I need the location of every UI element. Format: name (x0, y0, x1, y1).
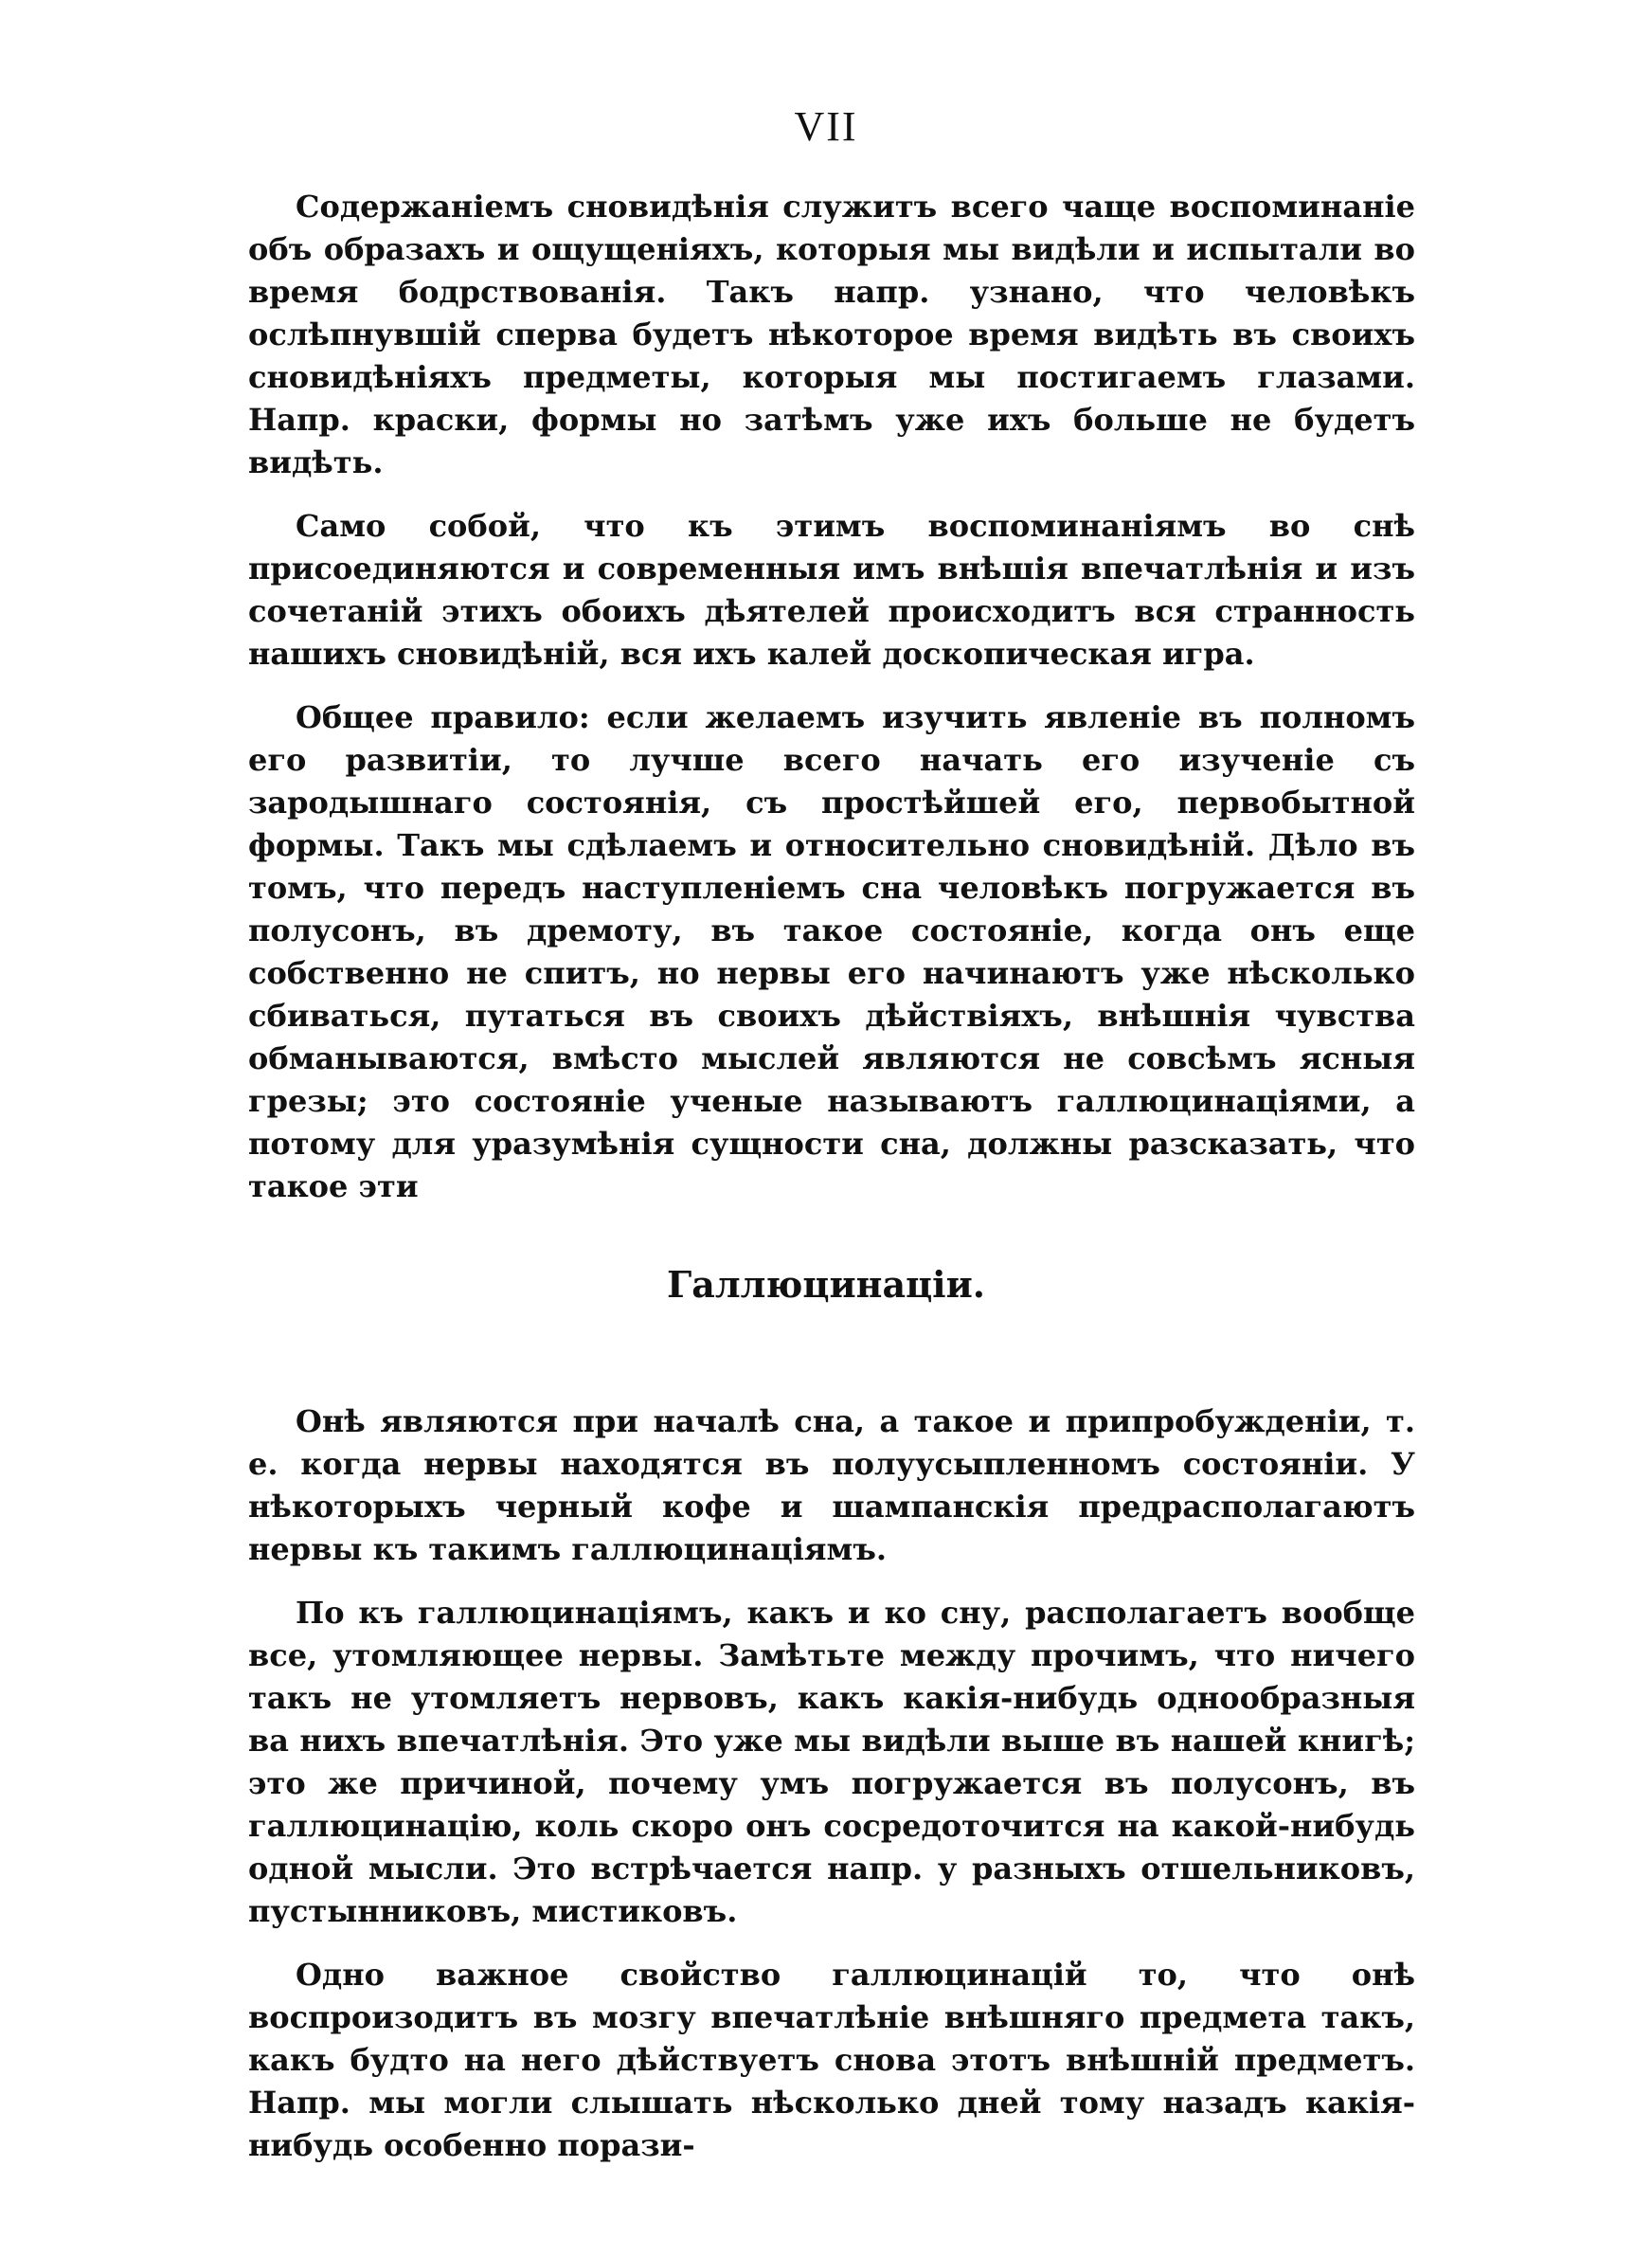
page-number: VII (794, 103, 858, 150)
section-heading: Галлюцинаціи. (666, 1263, 986, 1306)
text-section-top (248, 186, 1415, 1229)
paragraph: Онѣ являются при началѣ сна, а такое и припробужденіи, т. е. когда нервы находятся въ полуусыпленномъ состояніи. У нѣкоторыхъ черный кофе и шампанскія предрасполагаютъ нервы къ такимъ галлюцинаціямъ. (248, 1403, 1415, 1567)
paragraph: Одно важное свойство галлюцинацій то, что онѣ воспроизодитъ въ мозгу впечатлѣніе внѣшняго предмета такъ, какъ будто на него дѣйствуетъ снова этотъ внѣшній предметъ. Напр. мы могли слышать нѣсколько дней тому назадъ какія-нибудь особенно порази- (248, 1957, 1415, 2163)
paragraph: Содержаніемъ сновидѣнія служитъ всего чаще воспоминаніе объ образахъ и ощущеніяхъ, которыя мы видѣли и испытали во время бодрствованія. Такъ напр. узнано, что человѣкъ ослѣпнувшій сперва будетъ нѣкоторое время видѣть въ своихъ сновидѣніяхъ предметы, которыя мы постигаемъ глазами. Напр. краски, формы но затѣмъ уже ихъ больше не будетъ видѣть. (248, 189, 1415, 480)
paragraph: По къ галлюцинаціямъ, какъ и ко сну, располагаетъ вообще все, утомляющее нервы. Замѣтьте между прочимъ, что ничего такъ не утомляетъ нервовъ, какъ какія-нибудь однообразныя ва нихъ впечатлѣнія. Это уже мы видѣли выше въ нашей книгѣ; это же причиной, почему умъ погружается въ полусонъ, въ галлюцинацію, коль скоро онъ сосредоточится на какой-нибудь одной мысли. Это встрѣчается напр. у разныхъ отшельниковъ, пустынниковъ, мистиковъ. (248, 1595, 1415, 1929)
paragraph: Само собой, что къ этимъ воспоминаніямъ во снѣ присоединяются и современныя имъ внѣшія впечатлѣнія и изъ сочетаній этихъ обоихъ дѣятелей происходитъ вся странность нашихъ сновидѣній, вся ихъ калей доскопическая игра. (248, 508, 1415, 672)
text-section-bottom (248, 1400, 1415, 2188)
paragraph: Общее правило: если желаемъ изучить явленіе въ полномъ его развитіи, то лучше всего начать его изученіе съ зародышнаго состоянія, съ простѣйшей его, первобытной формы. Такъ мы сдѣлаемъ и относительно сновидѣній. Дѣло въ томъ, что передъ наступленіемъ сна человѣкъ погружается въ полусонъ, въ дремоту, въ такое состояніе, когда онъ еще собственно не спитъ, но нервы его начинаютъ уже нѣсколько сбиваться, путаться въ своихъ дѣйствіяхъ, внѣшнія чувства обманываются, вмѣсто мыслей являются не совсѣмъ ясныя грезы; это состояніе ученые называютъ галлюцинаціями, а потому для уразумѣнія сущности сна, должны разсказать, что такое эти (248, 699, 1415, 1204)
